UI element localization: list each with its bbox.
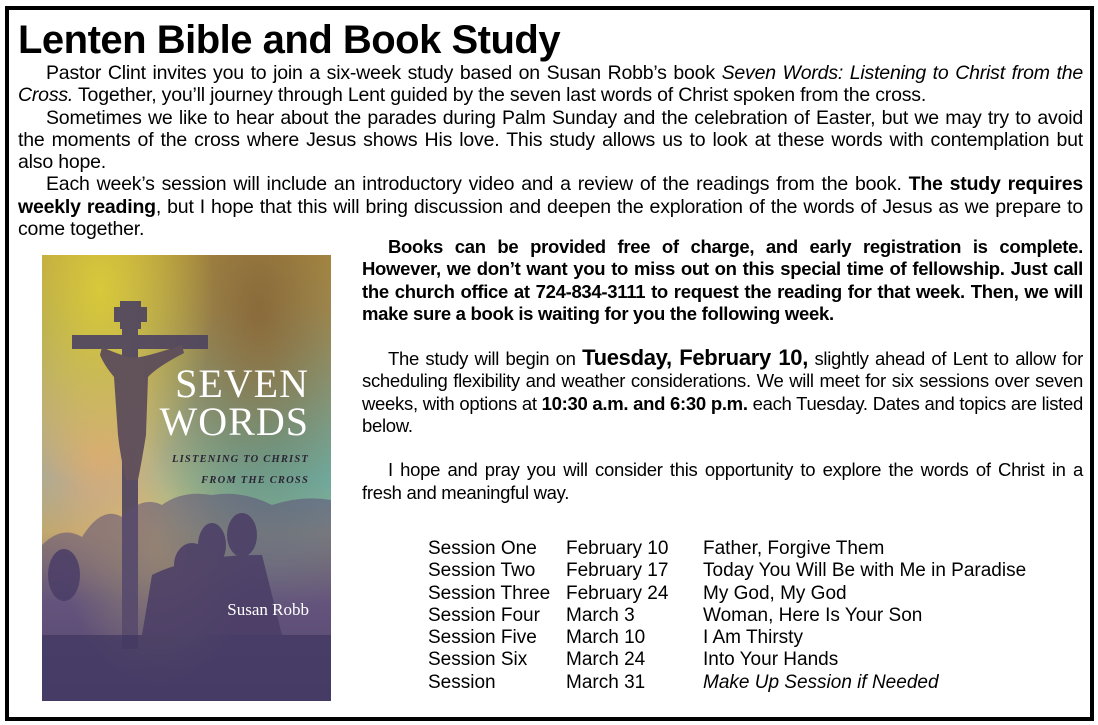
schedule-row	[428, 605, 1026, 627]
session-topic: Today You Will Be with Me in Paradise	[703, 560, 1027, 582]
page-title: Lenten Bible and Book Study	[18, 18, 561, 62]
cover-author: Susan Robb	[227, 600, 309, 619]
session-name: Session Six	[428, 649, 528, 671]
book-cover-image	[42, 255, 331, 701]
session-date: February 24	[566, 582, 669, 604]
text: , but I hope that this will bring discussion and deepen the exploration of the words of Jesus as we prepare to come together.	[18, 195, 1083, 241]
text: Each week’s session will include an introductory video and a review of the readings from the book.	[46, 173, 909, 196]
session-date: March 24	[566, 649, 646, 671]
session-date: March 31	[566, 671, 646, 693]
session-name: Session	[428, 671, 496, 693]
session-topic: My God, My God	[703, 582, 847, 604]
session-name: Session Three	[428, 582, 551, 604]
session-date: February 17	[566, 560, 669, 582]
schedule-row	[428, 583, 1026, 605]
schedule-table	[428, 538, 1026, 694]
session-topic: Into Your Hands	[703, 649, 839, 671]
intro-paragraph-3	[18, 173, 1083, 240]
text: Together, you’ll journey through Lent guided by the seven last words of Christ spoken from the cross.	[73, 84, 927, 107]
session-name: Session Four	[428, 604, 540, 626]
cover-title-line: WORDS	[159, 399, 309, 444]
intro-paragraph-1	[18, 62, 1083, 107]
session-date: March 10	[566, 627, 646, 649]
text: The study will begin on	[388, 348, 583, 370]
text: each Tuesday. Dates and topics are listed below.	[362, 392, 1084, 437]
session-name: Session One	[428, 538, 537, 559]
cover-subtitle	[172, 449, 309, 491]
session-topic: Make Up Session if Needed	[703, 671, 939, 693]
intro-text	[18, 62, 1083, 240]
session-date: March 3	[566, 604, 635, 626]
emphasis: The study requires weekly reading	[18, 173, 1083, 218]
session-times: 10:30 a.m. and 6:30 p.m.	[541, 392, 748, 414]
schedule-row	[428, 627, 1026, 649]
book-title: Seven Words: Listening to Christ from the Cross.	[18, 62, 1083, 107]
session-name: Session Two	[428, 560, 536, 582]
session-topic: Woman, Here Is Your Son	[703, 604, 923, 626]
session-date: February 10	[566, 538, 669, 559]
session-topic: I Am Thirsty	[703, 627, 803, 649]
schedule-row	[428, 649, 1026, 671]
session-topic: Father, Forgive Them	[703, 538, 885, 559]
closing-paragraph: I hope and pray you will consider this opportunity to explore the words of Christ in a fresh and meaningful way.	[362, 459, 1083, 503]
start-date: Tuesday, February 10,	[582, 345, 809, 371]
schedule-row	[428, 538, 1026, 560]
start-paragraph	[362, 347, 1083, 437]
schedule-row	[428, 672, 1026, 694]
text: Pastor Clint invites you to join a six-week study based on Susan Robb’s book	[46, 62, 722, 84]
books-note: Books can be provided free of charge, and early registration is complete. However, we don’t want you to miss out on this special time of fellowship. Just call the church office at 724-834-3111 to request the reading for that week. Then, we will make sure a book is waiting for you the following week.	[362, 236, 1083, 324]
schedule-row	[428, 560, 1026, 582]
cover-title	[159, 361, 309, 444]
session-name: Session Five	[428, 627, 537, 649]
cover-subtitle-line: FROM THE CROSS	[201, 475, 309, 486]
text: slightly ahead of Lent to allow for scheduling flexibility and weather considerations. We will meet for six sessions over seven weeks, with options at	[362, 348, 1083, 414]
intro-paragraph-2: Sometimes we like to hear about the parades during Palm Sunday and the celebration of Easter, but we may try to avoid the moments of the cross where Jesus shows His love. This study allows us to look at these words with contemplation but also hope.	[18, 106, 1083, 174]
cover-title-line: SEVEN	[175, 361, 309, 406]
details-text	[362, 236, 1083, 526]
cover-subtitle-line: LISTENING TO CHRIST	[172, 454, 309, 465]
